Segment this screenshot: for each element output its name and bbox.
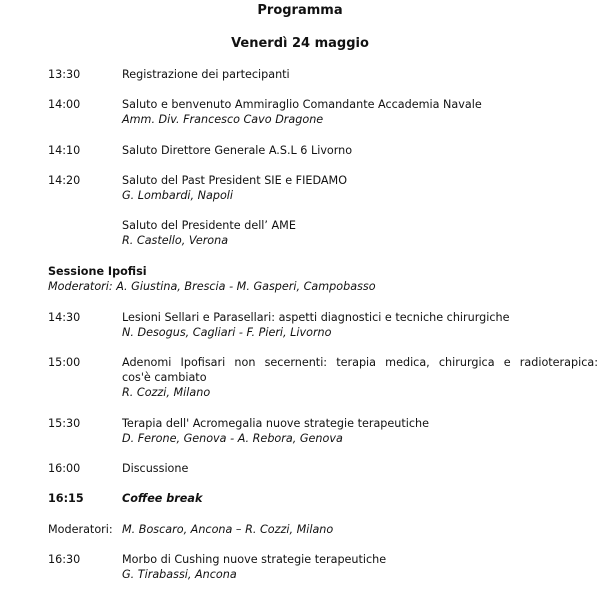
entry-content <box>122 491 598 506</box>
session-title: Sessione Ipofisi <box>48 265 147 278</box>
entry-title-continued: cos'è cambiato <box>122 371 207 384</box>
entry-speaker: M. Boscaro, Ancona – R. Cozzi, Milano <box>122 523 334 536</box>
entry-title: Saluto e benvenuto Ammiraglio Comandante Accademia Navale <box>122 98 482 111</box>
entry-speaker: R. Castello, Verona <box>122 234 229 247</box>
entry-speaker: D. Ferone, Genova - A. Rebora, Genova <box>122 432 343 445</box>
entry-speaker: N. Desogus, Cagliari - F. Pieri, Livorno <box>122 326 332 339</box>
entry-speaker: G. Lombardi, Napoli <box>122 189 234 202</box>
entry-speaker: R. Cozzi, Milano <box>122 386 211 399</box>
entry-content <box>122 218 598 248</box>
entry-content <box>122 522 598 537</box>
session-header <box>48 264 558 294</box>
entry-title: Saluto Direttore Generale A.S.L 6 Livorno <box>122 144 353 157</box>
entry-label: Moderatori: <box>48 523 113 536</box>
session-moderators: Moderatori: A. Giustina, Brescia - M. Gasperi, Campobasso <box>48 280 376 293</box>
entry-content <box>122 355 598 400</box>
entry-time: 16:00 <box>48 462 81 475</box>
entry-time: 16:15 <box>48 492 84 505</box>
program-date: Venerdì 24 maggio <box>231 36 369 51</box>
entry-time: 13:30 <box>48 68 81 81</box>
entry-content <box>122 416 598 446</box>
entry-content <box>122 552 598 582</box>
entry-content <box>122 310 598 340</box>
entry-content <box>122 461 598 476</box>
entry-time: 14:10 <box>48 144 81 157</box>
entry-title: Saluto del Past President SIE e FIEDAMO <box>122 174 347 187</box>
entry-title: Coffee break <box>122 492 203 505</box>
entry-time: 15:30 <box>48 417 81 430</box>
entry-title: Adenomi Ipofisari non secernenti: terapia medica, chirurgica e radioterapica: <box>122 356 598 369</box>
entry-title: Registrazione dei partecipanti <box>122 68 290 81</box>
entry-title: Discussione <box>122 462 189 475</box>
entry-title: Lesioni Sellari e Parasellari: aspetti diagnostici e tecniche chirurgiche <box>122 311 510 324</box>
entry-content <box>122 67 598 82</box>
entry-title: Terapia dell' Acromegalia nuove strategie terapeutiche <box>122 417 429 430</box>
entry-time: 16:30 <box>48 553 81 566</box>
entry-content <box>122 97 598 127</box>
entry-speaker: G. Tirabassi, Ancona <box>122 568 237 581</box>
entry-time: 14:20 <box>48 174 81 187</box>
entry-content <box>122 173 598 203</box>
entry-speaker: Amm. Div. Francesco Cavo Dragone <box>122 113 324 126</box>
program-title: Programma <box>257 3 343 18</box>
entry-title: Saluto del Presidente dell’ AME <box>122 219 296 232</box>
entry-time: 14:00 <box>48 98 81 111</box>
entry-time: 14:30 <box>48 311 81 324</box>
entry-title: Morbo di Cushing nuove strategie terapeutiche <box>122 553 387 566</box>
entry-content <box>122 143 598 158</box>
entry-time: 15:00 <box>48 356 81 369</box>
